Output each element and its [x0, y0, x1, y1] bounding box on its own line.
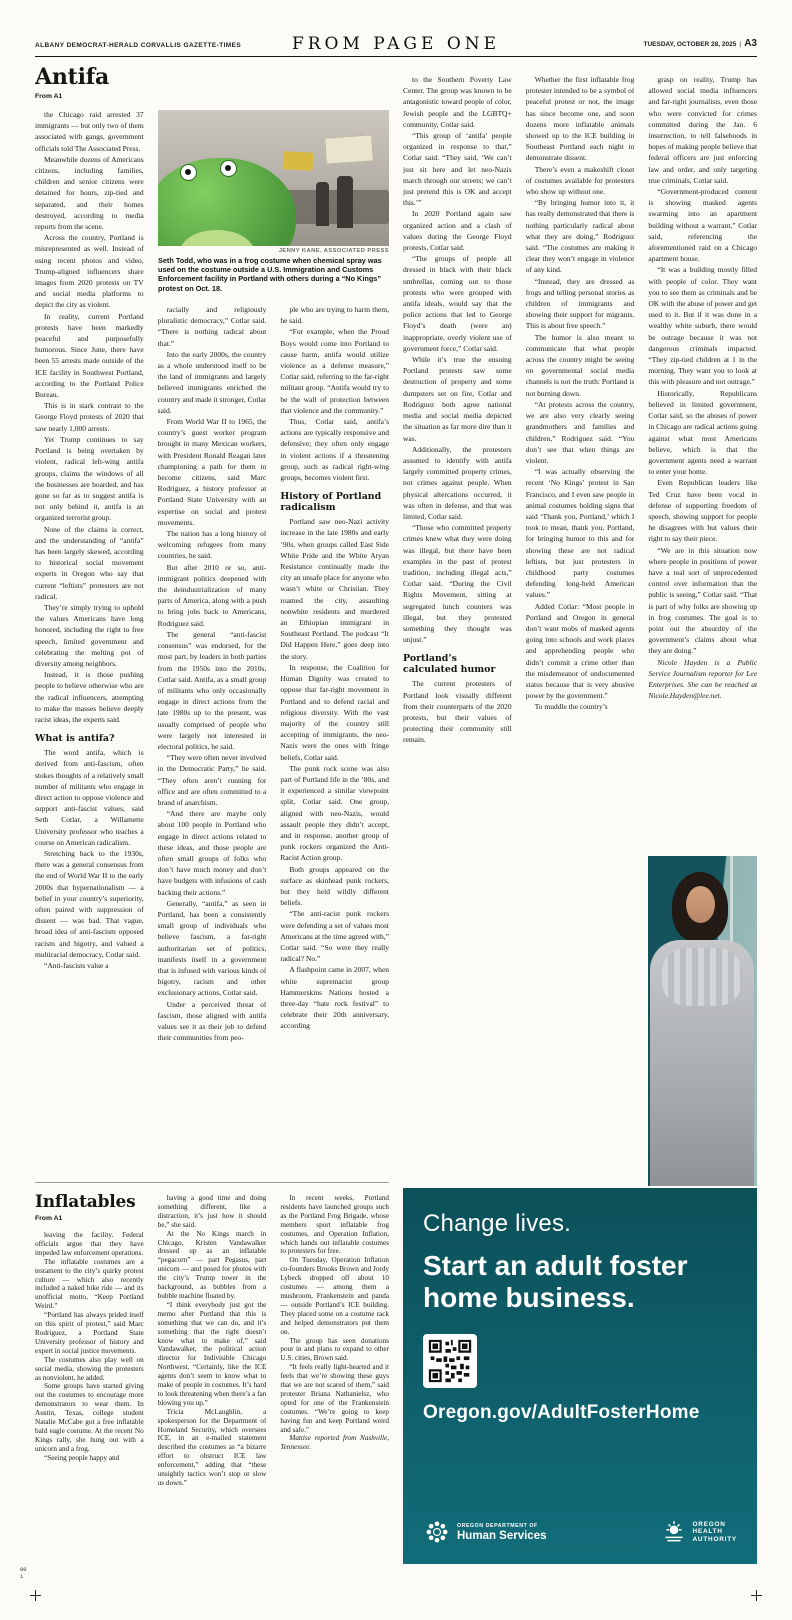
paragraph: Even Republican leaders like Ted Cruz have been vocal in defense of supporting freedom of speech, showing support for people he disagrees with but values their right to say their piece.: [648, 478, 758, 544]
woman-scarf: [662, 948, 742, 1006]
paragraph: “It feels really light-hearted and it feels that we’re showing these guys that we are not scared of them,” said protester Briana Nathanielsz, who opted for one of the Frankenstein costumes. “We’re going to keep having fun and keep Portland weird and safe.”: [280, 1363, 390, 1434]
paragraph: The general “anti-fascist consensus” was endorsed, for the most part, by leaders in both parties from the 1950s into the 2010s, Cotlar said. Antifa, as a small group of militants who only occasionally engage in direct actions from the late 1980s up to the present, was usually comprised of people who were largely not interested in electoral politics, he said.: [157, 629, 267, 751]
frog-eye: [180, 164, 197, 181]
dhs-logo: [423, 1518, 547, 1546]
paragraph: to the Southern Poverty Law Center. The group was known to be antagonistic toward people of color, Jewish people and the LGBTQ+ community, Cotlar said.: [403, 75, 512, 129]
page-header: [35, 28, 757, 54]
paragraph: Additionally, the protesters assumed to identify with antifa largely committed property crimes, not crimes against people. When physical altercations occurred, it was often in defense, and that was limited, Cotlar said.: [403, 444, 512, 521]
paragraph: The inflatable costumes are a testament to the city’s quirky protest culture — which also recently included a naked bike ride — and its unofficial motto, “Keep Portland Weird.”: [35, 1257, 144, 1311]
paragraph: “I was actually observing the recent ‘No Kings’ protest in San Francisco, and I even saw people in animal costumes holding signs that said ‘Thank you, Portland,’ which I took to mean, thank you, Portland, for bringing humor to this and for showing these are not radical leftists, but just protesters in childhood party costumes defending long-held American values.”: [525, 467, 635, 600]
qr-code-icon: [423, 1334, 477, 1388]
protester-figure: [337, 176, 353, 228]
paragraph: “Instead, they are dressed as frogs and telling personal stories as children of immigrants and showing their support for migrants. This is about free speech.”: [525, 276, 635, 331]
antifa-headline: Antifa: [35, 64, 110, 90]
paragraph: The word antifa, which is derived from anti-fascism, often stokes thoughts of a relatively small number of militants who engage in direct action to oppose violence and support anti-fascist values, said Seth Cotlar, a Willamette University professor who teaches a course on American radicalism.: [35, 748, 144, 847]
header-rule: [35, 56, 757, 57]
paragraph: “And there are maybe only about 100 people in Portland who engage in direct actions related to these ideas, and those people are often small groups of folks who don’t have much money and don’t have budgets with infusions of cash backing their actions.”: [157, 809, 267, 897]
paragraph: Yet Trump continues to say Portland is being overtaken by violent, radical left-wing antifa groups, claims the windows of all the businesses are boarded, and has gone so far as to suggest antifa is not only behind it, antifa is an organized terrorist group.: [35, 434, 144, 523]
protest-photo: [158, 110, 389, 246]
inflatables-col-1-text: [35, 1231, 144, 1463]
paragraph: “The groups of people all dressed in black with their black umbrellas, coming out to those protests who were grouped with antifa ideals, would say that the police actions that led to George Floyd’s death (were an) inappropriate, overly violent use of government force,” Cotlar said.: [403, 254, 512, 353]
paragraph: “I think everybody just got the memo after Portland that this is something that we can do, and it’s something that the right doesn’t know what to make of,” said Vandawalker, the political action director for Indivisible Chicago Northwest. “Certainly, like the ICE agents don’t seem to know what to make of people in costumes. It’s hard to look threatening when there’s a fan blowing you up.”: [157, 1300, 267, 1407]
antifa-col-4: [403, 62, 512, 1182]
subhead: Portland’s calculated humor: [403, 653, 496, 676]
inflatables-from-tag: From A1: [35, 1215, 63, 1222]
paragraph: In 2020 Portland again saw organized action and a clash of values during the George Floyd protests, Cotlar said.: [403, 209, 512, 253]
paragraph: Portland saw neo-Nazi activity increase in the late 1980s and early ’90s, when groups called East Side White Pride and the White Aryan Resistance continually made the city an unsafe place for anyone who wasn’t white or Christian. They roamed the city, assaulting nonwhite residents and murdered an Ethiopian immigrant in Southeast Portland. The podcast “It Did Happen Here,” goes deep into the story.: [280, 517, 390, 661]
inflatables-col-3: [280, 1190, 389, 1564]
frog-costume: [158, 158, 296, 246]
ad-tagline: Change lives.: [423, 1210, 572, 1237]
paragraph: There’s even a makeshift closet of costumes available for protesters who show up without one.: [525, 164, 635, 197]
paragraph: The group has seen donations pour in and plans to expand to other U.S. cities, Brown said.: [280, 1336, 390, 1363]
protest-sign: [283, 151, 314, 171]
paragraph: This is in stark contrast to the George Floyd protests of 2020 that saw nearly 1,000 arrests.: [35, 401, 144, 433]
paragraph: But after 2010 or so, anti-immigrant politics deepened with the deindustrialization of many parts of America, along with a push to bring jobs back to Americans, Rodriguez said.: [157, 562, 267, 628]
oha-logo-line1: OREGON: [692, 1520, 726, 1528]
subhead: History of Portland radicalism: [280, 491, 382, 514]
paragraph: Generally, “antifa,” as seen in Portland, has been a consistently small group of individuals who believe fascism, a far-right authoritarian set of politics, manifests itself in a government that is infused with various kinds of bigotry, racism and other exclusionary actions, Cotlar said.: [157, 898, 267, 998]
ad-headline: Start an adult foster home business.: [423, 1250, 688, 1314]
sun-emblem-icon: [661, 1519, 687, 1545]
woman-face: [686, 886, 715, 923]
paragraph: Nicole Hayden is a Public Service Journalism reporter for Lee Enterprises. She can be reached at Nicole.Hayden@lee.net.: [648, 657, 758, 701]
protester-figure: [316, 182, 329, 226]
oha-logo: [661, 1519, 737, 1545]
paragraph: “For example, when the Proud Boys would come into Portland to cause harm, antifa would utilize violence as a defense measure,” Cotlar said, referring to the far-right militant group. “Antifa would try to be the wall of protection between that violence and the community.”: [280, 327, 390, 415]
registration-mark-right: [751, 1590, 762, 1601]
oha-logo-line2: HEALTH: [692, 1528, 723, 1536]
paragraph: In reality, current Portland protests have been markedly peaceful and purposefully humorous. Since June, there have been 55 arrests made outside of the ICE facility in Southwest Portland, according to the Portland Police Bureau.: [35, 311, 144, 400]
inflatables-columns: [35, 1190, 389, 1564]
protest-sign: [324, 134, 374, 164]
dhs-logo-line2: Human Services: [457, 1529, 547, 1542]
paragraph: Meanwhile dozens of Americans citizens, including families, children and senior citizens were detained for hours, zip-tied and separated, and their homes destroyed, according to media reports from the scene.: [35, 154, 144, 232]
paragraph: Mattise reported from Nashville, Tennessee.: [280, 1434, 390, 1452]
paragraph: In recent weeks, Portland residents have launched groups such as the Portland Frog Brigade, whose members sport inflatable frog costumes, and Operation Inflation, which hands out inflatable costumes to protesters for free.: [280, 1194, 390, 1256]
paragraph: the Chicago raid arrested 37 immigrants — but only two of them associated with gangs, government officials told The Associated Press.: [35, 110, 144, 153]
paragraph: racially and religiously pluralistic democracy,” Cotlar said. “There is nothing radical about that.”: [157, 305, 267, 348]
inflatables-col-1: [35, 1190, 144, 1564]
protest-photo-figure: [158, 110, 389, 293]
paragraph: Instead, it is those pushing people to believe otherwise who are the radical influencers, attempting to make the masses believe deeply racist ideas, the experts said.: [35, 670, 144, 724]
inflatables-headline: Inflatables: [35, 1192, 136, 1212]
section-divider: [35, 1182, 389, 1183]
press-number-line: 00: [20, 1566, 27, 1573]
paragraph: The nation has a long history of welcoming refugees from many countries, he said.: [157, 529, 267, 561]
paragraph: “Those who committed property crimes knew what they were doing was illegal, but there have been examples in the past of protest tradition, including illegal acts,” Cotlar said. “During the Civil Rights Movement, sitting at segregated lunch counters was illegal, but they protested something they thought was unjust.”: [403, 523, 512, 645]
paragraph: “By bringing humor into it, it has really demonstrated that there is nothing particularly radical about what they are doing,” Rodriguez said. “The costumes are making it clear they won’t engage in violence of any kind.: [525, 198, 635, 275]
date-text: TUESDAY, OCTOBER 28, 2025: [643, 41, 737, 48]
paragraph: Added Cotlar: “Most people in Portland and Oregon in general don’t want mobs of masked agents going into schools and work places and apprehending people who didn’t commit a crime other than the misdemeanor of undocumented status because that is very abusive power by the government.”: [525, 601, 635, 701]
antifa-col-1-text: [35, 109, 144, 971]
frog-pupil: [185, 169, 191, 175]
paragraph: “The anti-racist punk rockers were defending a set of values most Americans at the time agreed with,” Cotlar said. “So were they really radical? No.”: [280, 909, 390, 964]
qr-code-svg: [427, 1338, 473, 1384]
folio-divider: |: [739, 41, 742, 48]
paragraph: Thus, Cotlar said, antifa’s actions are typically responsive and defensive; they often only engage in violent actions if a threatening group, such as radical right-wing groups, becomes violent first.: [280, 417, 390, 483]
paragraph: None of the claims is correct, and the understanding of “antifa” has been largely skewed, according to historical social movement experts in Oregon who say that current “leftists” protesters are not radical.: [35, 524, 144, 601]
frog-eye: [220, 160, 237, 177]
paragraph: “We are in this situation now where people in positions of power have a real sort of unprecedented control over information that the public is seeing,” Cotlar said. “That is part of why folks are showing up in frog costumes. The goal is to point out the absurdity of the government’s claims about what they are doing.”: [648, 545, 758, 656]
paragraph: In response, the Coalition for Human Dignity was created to oppose that far-right movement in Portland and to defend racial and religious diversity. With the vast majority of the country still accepting of immigrants, the neo-Nazis were the ones with fringe beliefs, Cotlar said.: [280, 662, 390, 762]
paragraph: The humor is also meant to communicate that what people across the country might be seeing on governmental social media channels is not the truth: Portland is not burning down.: [525, 332, 635, 398]
paragraph: The costumes also play well on social media, showing the protesters as nonviolent, he added.: [35, 1355, 144, 1382]
paragraph: Historically, Republicans believed in limited government, Cotlar said, so the abuses of power in Chicago are radical actions going against what most Americans believe, which is that the government agents need a warrant to enter your home.: [648, 388, 758, 477]
paragraph: To muddle the country’s: [534, 702, 608, 712]
page-number: A3: [744, 38, 757, 49]
paragraph: grasp on reality, Trump has allowed social media influencers and far-right journalists, even those who were convicted for crimes committed during the Jan. 6 insurrection, to tell falsehoods in hopes of making people believe that federal officers are just enforcing law and order, and only targeting true criminals, Cotlar said.: [648, 75, 758, 185]
oha-logo-text: [693, 1521, 737, 1544]
dhs-logo-line1: OREGON DEPARTMENT OF: [457, 1522, 538, 1529]
paragraph: “At protests across the country, we are also very clearly seeing grandmothers and families and children,” Rodriguez said. “You don’t see that when things are violent.: [525, 399, 635, 465]
oha-logo-line3: AUTHORITY: [692, 1535, 737, 1543]
masthead-papers: ALBANY DEMOCRAT-HERALD CORVALLIS GAZETTE-TIMES: [35, 42, 242, 49]
paragraph: leaving the facility. Federal officials argue that they have impeded law enforcement operations.: [35, 1231, 144, 1257]
advertisement: [403, 1188, 757, 1564]
paragraph: They’re simply trying to uphold the values Americans have long honored, including the right to free speech, limited government and celebrating the melting pot of diversity among neighbors.: [35, 602, 144, 668]
section-title: FROM PAGE ONE: [291, 34, 501, 54]
paragraph: Both groups appeared on the surface as skinhead punk rockers, but they held wildly different beliefs.: [280, 864, 390, 908]
inflatables-col-2: [158, 1190, 267, 1564]
antifa-col-1: [35, 62, 144, 1182]
paragraph: The punk rock scene was also part of Portland life in the ’80s, and it experienced a similar viewpoint split, Cotlar said. One group, aligned with neo-Nazis, would assault people they didn’t accept, and in response, another group of punk rockers organized the Anti-Racist Action group.: [280, 763, 390, 863]
people-circle-emblem-icon: [423, 1518, 451, 1546]
antifa-col-5: [526, 62, 635, 1182]
paragraph: A flashpoint came in 2007, when white supremacist group Hammerskins Nations hosted a three-day “hate rock festival” to celebrate their 20th anniversary, according: [280, 965, 390, 1031]
paragraph: “Anti-fascists value a: [44, 961, 109, 971]
paragraph: Whether the first inflatable frog protester intended to be a symbol of peaceful protest or not, the image has since become one, and soon dozens more inflatable animals showed up to the ICE building in Southeast Portland each night to demonstrate dissent.: [525, 75, 635, 163]
paragraph: Stretching back to the 1930s, there was a general consensus from the end of World War II to the early 2000s that hypernationalism — a belief in your country’s superiority, often paired with suppression of dissent — was bad. That vague, broad idea of anti-fascism opposed racism and bigotry, and valued a multiracial democracy, Cotlar said.: [35, 849, 144, 959]
paragraph: “They were often never involved in the Democratic Party,” he said. “They often aren’t running for office and are often committed to a brand of anarchism.: [157, 753, 267, 807]
paragraph: While it’s true the ensuing Portland protests saw some destruction of property and some dumpsters set on fire, Cotlar and Rodriguez both agree national media and social media depicted the situation as far more dire than it was.: [403, 355, 512, 443]
paragraph: The current protesters of Portland look visually different from their counterparts of the 2020 protests, but their values of protecting their community still remain.: [403, 679, 512, 745]
registration-mark-left: [30, 1590, 41, 1601]
paragraph: From World War II to 1965, the country’s guest worker program brought in many Mexican workers, with President Ronald Reagan later championing a path for them to become citizens, said Marc Rodriguez, a history professor at Portland State University with an expertise on social and protest movements.: [157, 417, 267, 527]
paragraph: Tricia McLaughlin, a spokesperson for the Department of Homeland Security, which oversees ICE, in an e-mailed statement described the costumes as “a bizarre effort to obstruct ICE law enforcement,” adding that “these unsightly tactics won’t stop or slow us down.”: [157, 1407, 267, 1487]
paragraph: having a good time and doing something different, like a distraction, it’s just how it should be,” she said.: [157, 1194, 267, 1229]
photo-caption: Seth Todd, who was in a frog costume when chemical spray was used on the costume outside a U.S. Immigration and Customs Enforcement facility in Portland with others during a “No Kings” protest on Oct. 18.: [158, 256, 382, 293]
ad-url: Oregon.gov/AdultFosterHome: [423, 1402, 700, 1424]
paragraph: Some groups have started giving out the costumes to encourage more demonstrators to wear them. In Austin, Texas, college student Natalie McCabe got a free inflatable bald eagle costume. At the recent No Kings rally, she hung out with a unicorn and a frog.: [35, 1382, 144, 1453]
date-folio: [644, 38, 757, 49]
frog-belly: [180, 230, 254, 246]
press-number-line: 1: [20, 1573, 24, 1580]
paragraph: Into the early 2000s, the country as a whole understood itself to be the land of immigrants and largely believed immigrants enriched the country and made it stronger, Cotlar said.: [157, 349, 267, 415]
ad-logos: [423, 1518, 737, 1546]
paragraph: Under a perceived threat of fascism, those aligned with antifa values see it as their job to defend their communities from peo-: [157, 999, 267, 1043]
paragraph: “This group of ‘antifa’ people organized in response to that,” Cotlar said. “They said, ‘We can’t just sit here and let neo-Nazis march through our streets; we can’t just pretend this is OK and accept this.’”: [403, 131, 512, 208]
paragraph: Across the country, Portland is misrepresented as well. Instead of using recent photos and video, Trump-aligned influencers share images from 2020 protests on TV and social media platforms to depict the city as violent.: [35, 233, 144, 310]
paragraph: “Government-produced content is showing masked agents swarming into an apartment building without a warrant,” Cotlar said, referencing the aforementioned raid on a Chicago apartment house.: [648, 187, 758, 264]
paragraph: “It was a building mostly filled with people of color. They want you to see them as criminals and be OK with the abuse of power and get used to it. But if it was done in a wealthy white suburb, there would be outrage because it was not dangerous criminals impacted. “They zip-tied children at 1 in the morning. They want you to look at this with pleasure and not outrage.”: [648, 265, 758, 387]
paragraph: “Portland has always prided itself on this spirit of protest,” said Marc Rodriguez, a Portland State University professor of history and expert in social justice movements.: [35, 1311, 144, 1355]
paragraph: At the No Kings march in Chicago, Kristen Vandawalker dressed up as an inflatable “pegacorn” — part Pegasus, part unicorn — and posed for photos with the city’s Trump tower in the background, as bubbles from a bubble machine floated by.: [157, 1229, 267, 1300]
press-number: [20, 1566, 27, 1580]
paragraph: ple who are trying to harm them, he said.: [280, 305, 390, 326]
ad-photo: [648, 856, 757, 1186]
article-inflatables: [35, 1190, 389, 1564]
photo-credit: JENNY KANE, ASSOCIATED PRESS: [278, 248, 389, 254]
frog-pupil: [225, 165, 231, 171]
paragraph: On Tuesday, Operation Inflation co-founders Brooks Brown and Jordy Lybeck dropped off about 10 costumes — among them a mushroom, Frankenstein and panda — outside Portland’s ICE building. They placed some on a costume rack and helped demonstrators put them on.: [280, 1256, 390, 1336]
subhead: What is antifa?: [35, 733, 115, 745]
antifa-from-tag: From A1: [35, 93, 63, 100]
paragraph: “Seeing people happy and: [44, 1453, 120, 1462]
